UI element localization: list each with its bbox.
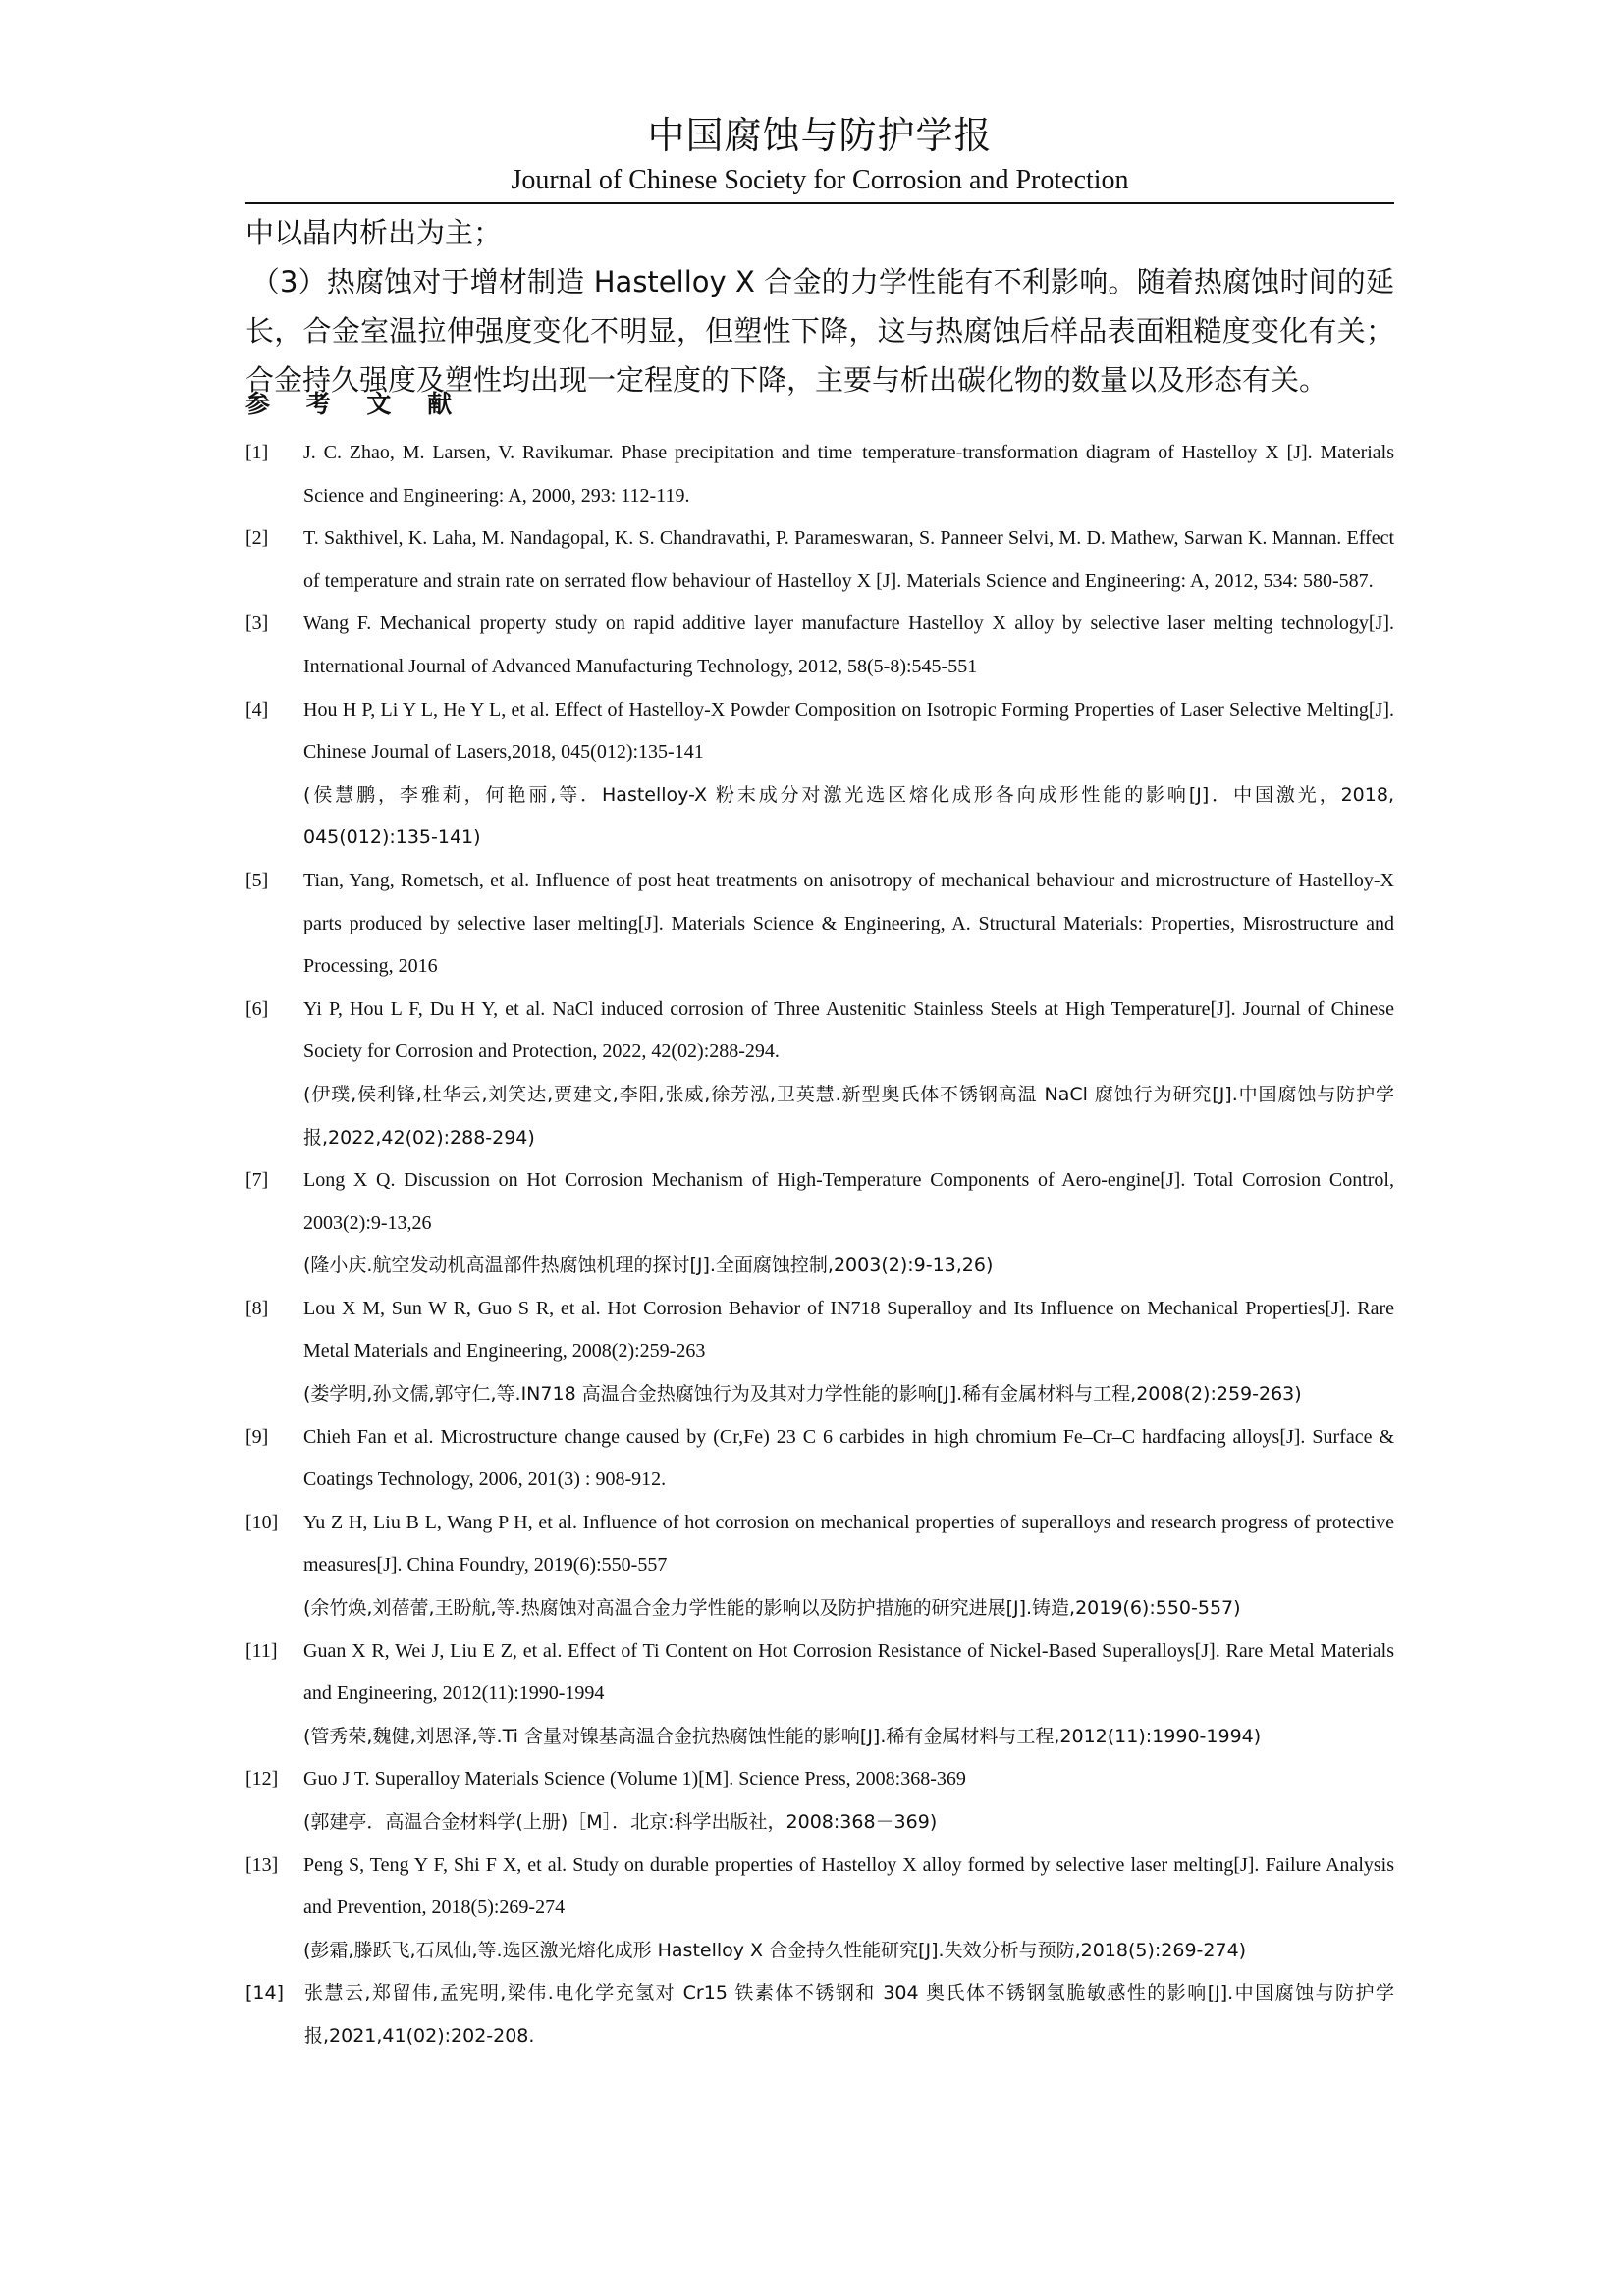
reference-item bbox=[245, 603, 1394, 688]
reference-text: Long X Q. Discussion on Hot Corrosion Mechanism of High-Temperature Components of Aero-engine[J]. Total Corrosion Control, 2003(2):9-13,26 bbox=[303, 1169, 1394, 1234]
reference-item bbox=[245, 1844, 1394, 1973]
reference-text: T. Sakthivel, K. Laha, M. Nandagopal, K. S. Chandravathi, P. Parameswaran, S. Panneer Selvi, M. D. Mathew, Sarwan K. Mannan. Effect of temperature and strain rate on serrated flow behaviour of Hastelloy X [J]. Materials Science and Engineering: A, 2012, 534: 580-587. bbox=[303, 527, 1394, 592]
reference-item bbox=[245, 517, 1394, 603]
journal-title-en: Journal of Chinese Society for Corrosion and Protection bbox=[511, 165, 1129, 195]
reference-number: [8] bbox=[245, 1297, 269, 1319]
reference-text: Lou X M, Sun W R, Guo S R, et al. Hot Corrosion Behavior of IN718 Superalloy and Its Influence on Mechanical Properties[J]. Rare Metal Materials and Engineering, 2008(2):259-263 bbox=[303, 1297, 1394, 1362]
reference-chinese-translation: (娄学明,孙文儒,郭守仁,等.IN718 高温合金热腐蚀行为及其对力学性能的影响[J].稀有金属材料与工程,2008(2):259-263) bbox=[303, 1383, 1302, 1406]
reference-item bbox=[245, 988, 1394, 1159]
reference-item bbox=[245, 432, 1394, 517]
reference-item bbox=[245, 1288, 1394, 1416]
reference-item bbox=[245, 1159, 1394, 1288]
reference-chinese-translation: (伊璞,侯利锋,杜华云,刘笑达,贾建文,李阳,张威,徐芳泓,卫英慧.新型奥氏体不锈钢高温 NaCl 腐蚀行为研究[J].中国腐蚀与防护学报,2022,42(02):288-294) bbox=[303, 1083, 1394, 1148]
reference-text: Guan X R, Wei J, Liu E Z, et al. Effect of Ti Content on Hot Corrosion Resistance of Nickel-Based Superalloys[J]. Rare Metal Materials and Engineering, 2012(11):1990-1994 bbox=[303, 1639, 1394, 1705]
header-divider bbox=[245, 202, 1394, 204]
references-list bbox=[245, 432, 1394, 2058]
reference-text: Chieh Fan et al. Microstructure change caused by (Cr,Fe) 23 C 6 carbides in high chromium Fe–Cr–C hardfacing alloys[J]. Surface & Coatings Technology, 2006, 201(3) : 908-912. bbox=[303, 1425, 1394, 1491]
reference-text: Yi P, Hou L F, Du H Y, et al. NaCl induced corrosion of Three Austenitic Stainless Steels at High Temperature[J]. Journal of Chinese Society for Corrosion and Protection, 2022, 42(02):288-294. bbox=[303, 997, 1394, 1063]
reference-text: 张慧云,郑留伟,孟宪明,梁伟.电化学充氢对 Cr15 铁素体不锈钢和 304 奥氏体不锈钢氢脆敏感性的影响[J].中国腐蚀与防护学报,2021,41(02):202-208. bbox=[304, 1982, 1394, 2047]
reference-number: [7] bbox=[245, 1169, 269, 1192]
reference-number: [12] bbox=[245, 1768, 279, 1790]
conclusion-text bbox=[245, 208, 1394, 404]
journal-title-cn: 中国腐蚀与防护学报 bbox=[647, 114, 993, 157]
reference-number: [1] bbox=[245, 442, 269, 463]
reference-item bbox=[245, 1630, 1394, 1759]
reference-text: Tian, Yang, Rometsch, et al. Influence of post heat treatments on anisotropy of mechanical behaviour and microstructure of Hastelloy-X parts produced by selective laser melting[J]. Materials Science & Engineering, A. Structural Materials: Properties, Misrostructure and Processing, 2016 bbox=[303, 869, 1394, 978]
conclusion-item-3: （3）热腐蚀对于增材制造 Hastelloy X 合金的力学性能有不利影响。随着热腐蚀时间的延长，合金室温拉伸强度变化不明显，但塑性下降，这与热腐蚀后样品表面粗糙度变化有关；合金持久强度及塑性均出现一定程度的下降，主要与析出碳化物的数量以及形态有关。 bbox=[245, 265, 1394, 397]
reference-item bbox=[245, 1502, 1394, 1630]
reference-item bbox=[245, 1758, 1394, 1843]
reference-number: [13] bbox=[245, 1853, 279, 1876]
reference-chinese-translation: (侯慧鹏，李雅莉，何艳丽,等．Hastelloy-X 粉末成分对激光选区熔化成形各向成形性能的影响[J]．中国激光，2018, 045(012):135-141) bbox=[303, 783, 1394, 849]
reference-item bbox=[245, 689, 1394, 860]
reference-text: Hou H P, Li Y L, He Y L, et al. Effect of Hastelloy-X Powder Composition on Isotropic Forming Properties of Laser Selective Melting[J]. Chinese Journal of Lasers,2018, 045(012):135-141 bbox=[303, 698, 1394, 764]
reference-item bbox=[245, 860, 1394, 988]
reference-chinese-translation: (彭霜,滕跃飞,石凤仙,等.选区激光熔化成形 Hastelloy X 合金持久性能研究[J].失效分析与预防,2018(5):269-274) bbox=[303, 1939, 1247, 1961]
reference-number: [3] bbox=[245, 613, 269, 635]
reference-number: [2] bbox=[245, 527, 269, 550]
reference-chinese-translation: (隆小庆.航空发动机高温部件热腐蚀机理的探讨[J].全面腐蚀控制,2003(2):9-13,26) bbox=[303, 1255, 994, 1277]
reference-chinese-translation: (郭建亭．高温合金材料学(上册)［M］．北京:科学出版社，2008:368－369) bbox=[303, 1811, 938, 1833]
reference-text: Yu Z H, Liu B L, Wang P H, et al. Influence of hot corrosion on mechanical properties of superalloys and research progress of protective measures[J]. China Foundry, 2019(6):550-557 bbox=[303, 1511, 1394, 1576]
reference-chinese-translation: (余竹焕,刘蓓蕾,王盼航,等.热腐蚀对高温合金力学性能的影响以及防护措施的研究进展[J].铸造,2019(6):550-557) bbox=[303, 1597, 1241, 1620]
reference-number: [14] bbox=[245, 1982, 285, 2004]
reference-number: [5] bbox=[245, 869, 269, 891]
reference-item bbox=[245, 1972, 1394, 2057]
reference-item bbox=[245, 1416, 1394, 1502]
references-heading: 参 考 文 献 bbox=[245, 390, 466, 418]
journal-header bbox=[245, 110, 1394, 198]
conclusion-line-1: 中以晶内析出为主； bbox=[245, 216, 503, 249]
reference-number: [6] bbox=[245, 997, 269, 1020]
reference-number: [9] bbox=[245, 1425, 269, 1448]
reference-number: [11] bbox=[245, 1639, 278, 1662]
reference-number: [10] bbox=[245, 1511, 279, 1533]
reference-text: J. C. Zhao, M. Larsen, V. Ravikumar. Phase precipitation and time–temperature-transformation diagram of Hastelloy X [J]. Materials Science and Engineering: A, 2000, 293: 112-119. bbox=[303, 442, 1394, 507]
reference-text: Peng S, Teng Y F, Shi F X, et al. Study on durable properties of Hastelloy X alloy formed by selective laser melting[J]. Failure Analysis and Prevention, 2018(5):269-274 bbox=[303, 1853, 1394, 1919]
reference-number: [4] bbox=[245, 698, 269, 721]
reference-text: Wang F. Mechanical property study on rapid additive layer manufacture Hastelloy X alloy by selective laser melting technology[J]. International Journal of Advanced Manufacturing Technology, 2012, 58(5-8):545-551 bbox=[303, 613, 1394, 677]
reference-chinese-translation: (管秀荣,魏健,刘恩泽,等.Ti 含量对镍基高温合金抗热腐蚀性能的影响[J].稀有金属材料与工程,2012(11):1990-1994) bbox=[303, 1725, 1262, 1747]
reference-text: Guo J T. Superalloy Materials Science (Volume 1)[M]. Science Press, 2008:368-369 bbox=[303, 1768, 966, 1790]
